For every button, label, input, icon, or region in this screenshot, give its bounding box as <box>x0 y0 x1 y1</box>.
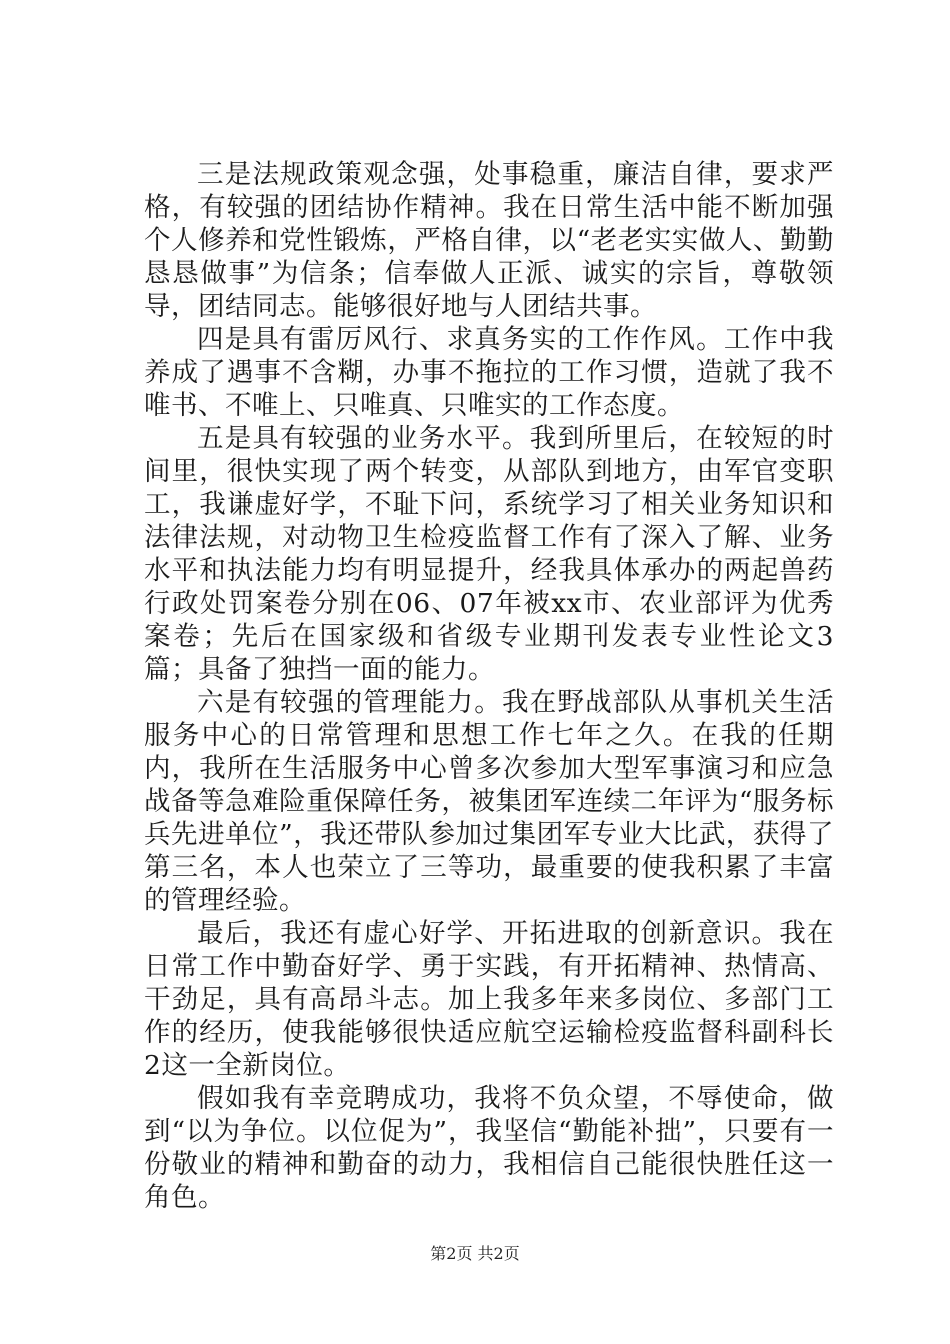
paragraph-6: 假如我有幸竞聘成功，我将不负众望，不辱使命，做到“以为争位。以位促为”，我坚信“勤能补拙”，只要有一份敬业的精神和勤奋的动力，我相信自己能很快胜任这一角色。 <box>144 1083 834 1213</box>
paragraph-5: 最后，我还有虚心好学、开拓进取的创新意识。我在日常工作中勤奋好学、勇于实践，有开拓精神、热情高、干劲足，具有高昂斗志。加上我多年来多岗位、多部门工作的经历，使我能够很快适应航空运输检疫监督科副科长2这一全新岗位。 <box>144 918 834 1081</box>
paragraph-2: 四是具有雷厉风行、求真务实的工作作风。工作中我养成了遇事不含糊，办事不拖拉的工作习惯，造就了我不唯书、不唯上、只唯真、只唯实的工作态度。 <box>144 324 834 421</box>
paragraph-4: 六是有较强的管理能力。我在野战部队从事机关生活服务中心的日常管理和思想工作七年之久。在我的任期内，我所在生活服务中心曾多次参加大型军事演习和应急战备等急难险重保障任务，被集团军连续二年评为“服务标兵先进单位”，我还带队参加过集团军专业大比武，获得了第三名，本人也荣立了三等功，最重要的使我积累了丰富的管理经验。 <box>144 687 834 916</box>
paragraph-3: 五是具有较强的业务水平。我到所里后，在较短的时间里，很快实现了两个转变，从部队到地方，由军官变职工，我谦虚好学，不耻下问，系统学习了相关业务知识和法律法规，对动物卫生检疫监督工作有了深入了解、业务水平和执法能力均有明显提升，经我具体承办的两起兽药行政处罚案卷分别在06、07年被xx市、农业部评为优秀案卷；先后在国家级和省级专业期刊发表专业性论文3篇；具备了独挡一面的能力。 <box>144 423 834 685</box>
page-number-footer: 第2页 共2页 <box>430 1244 520 1263</box>
document-body <box>144 158 834 1214</box>
paragraph-1: 三是法规政策观念强，处事稳重，廉洁自律，要求严格，有较强的团结协作精神。我在日常生活中能不断加强个人修养和党性锻炼，严格自律，以“老老实实做人、勤勤恳恳做事”为信条；信奉做人正派、诚实的宗旨，尊敬领导，团结同志。能够很好地与人团结共事。 <box>144 159 834 322</box>
